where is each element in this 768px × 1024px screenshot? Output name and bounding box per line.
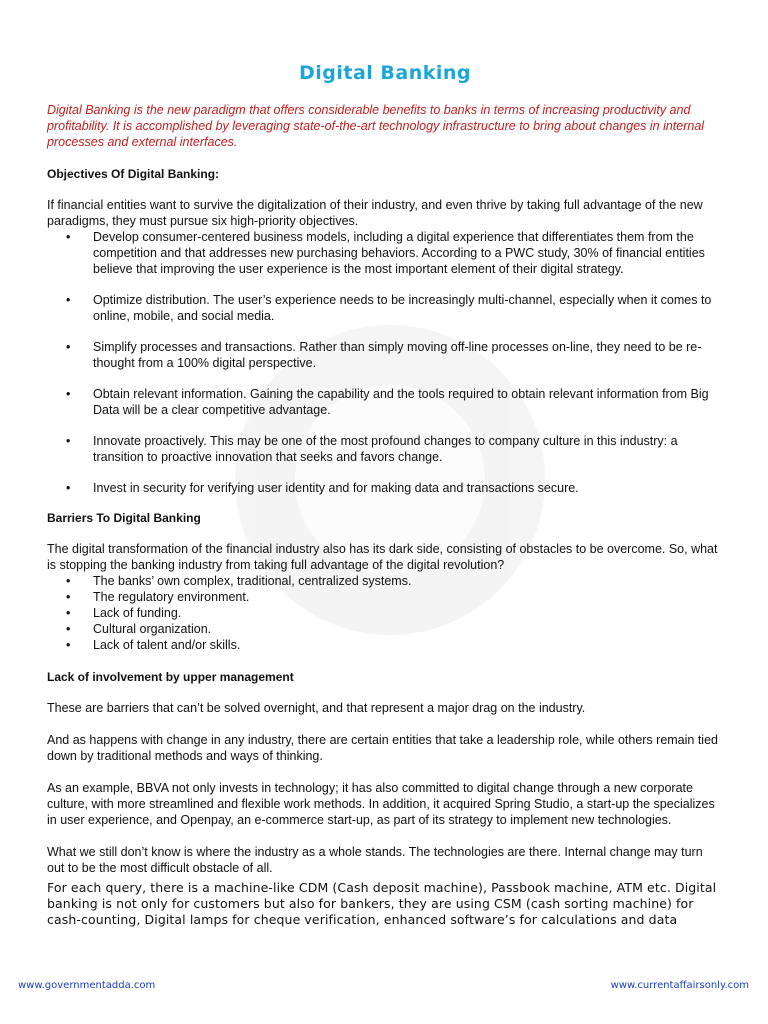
list-item: • Obtain relevant information. Gaining the capability and the tools required to obtain relevant information from Big Data will be a clear competitive advantage.	[47, 386, 723, 418]
list-item: • Innovate proactively. This may be one of the most profound changes to company culture in this industry: a transition to proactive innovation that seeks and favors change.	[47, 433, 723, 465]
barriers-heading: Barriers To Digital Banking	[47, 511, 201, 525]
management-heading: Lack of involvement by upper management	[47, 670, 294, 684]
page-title: Digital Banking	[298, 62, 472, 84]
list-item: • Simplify processes and transactions. Rather than simply moving off-line processes on-line, they need to be re-thought from a 100% digital perspective.	[47, 339, 723, 371]
list-item: • Lack of funding.	[47, 605, 723, 621]
footer-link-currentaffairsonly[interactable]: www.currentaffairsonly.com	[610, 980, 749, 991]
document-body	[47, 62, 723, 928]
objectives-heading: Objectives Of Digital Banking:	[47, 167, 220, 181]
management-paragraph: And as happens with change in any industry, there are certain entities that take a leadership role, while others remain tied down by traditional methods and ways of thinking.	[47, 733, 718, 763]
closing-paragraph: For each query, there is a machine-like CDM (Cash deposit machine), Passbook machine, ATM etc. Digital banking is not only for customers but also for bankers, they are using CSM (cash sorting machine) for cash-counting, Digital lamps for cheque verification, enhanced software’s for calculations and data	[47, 880, 717, 927]
barriers-lead: The digital transformation of the financial industry also has its dark side, consisting of obstacles to be overcome. So, what is stopping the banking industry from taking full advantage of the digital revolution?	[47, 542, 718, 572]
list-item: • Invest in security for verifying user identity and for making data and transactions secure.	[47, 480, 723, 496]
management-paragraph: What we still don’t know is where the industry as a whole stands. The technologies are there. Internal change may turn out to be the most difficult obstacle of all.	[47, 845, 703, 875]
management-paragraph: As an example, BBVA not only invests in technology; it has also committed to digital change through a new corporate culture, with more streamlined and flexible work methods. In addition, it acquired Spring Studio, a start-up the specializes in user experience, and Openpay, an e-commerce start-up, as part of its strategy to implement new technologies.	[47, 781, 715, 827]
management-paragraph: These are barriers that can’t be solved overnight, and that represent a major drag on the industry.	[47, 701, 586, 715]
objectives-list	[47, 229, 723, 496]
list-item: • The banks’ own complex, traditional, centralized systems.	[47, 573, 723, 589]
list-item: • Lack of talent and/or skills.	[47, 637, 723, 653]
list-item: • The regulatory environment.	[47, 589, 723, 605]
barriers-list	[47, 573, 723, 653]
list-item: • Optimize distribution. The user’s experience needs to be increasingly multi-channel, especially when it comes to online, mobile, and social media.	[47, 292, 723, 324]
list-item: • Develop consumer-centered business models, including a digital experience that differentiates them from the competition and that addresses new purchasing behaviors. According to a PWC study, 30% of financial entities believe that improving the user experience is the most important element of their digital strategy.	[47, 229, 723, 277]
list-item: • Cultural organization.	[47, 621, 723, 637]
objectives-lead: If financial entities want to survive the digitalization of their industry, and even thrive by taking full advantage of the new paradigms, they must pursue six high-priority objectives.	[47, 198, 703, 228]
intro-paragraph: Digital Banking is the new paradigm that offers considerable benefits to banks in terms of increasing productivity and profitability. It is accomplished by leveraging state-of-the-art technology infrastructure to bring about changes in internal processes and external interfaces.	[47, 103, 705, 149]
footer-link-governmentadda[interactable]: www.governmentadda.com	[18, 980, 156, 991]
